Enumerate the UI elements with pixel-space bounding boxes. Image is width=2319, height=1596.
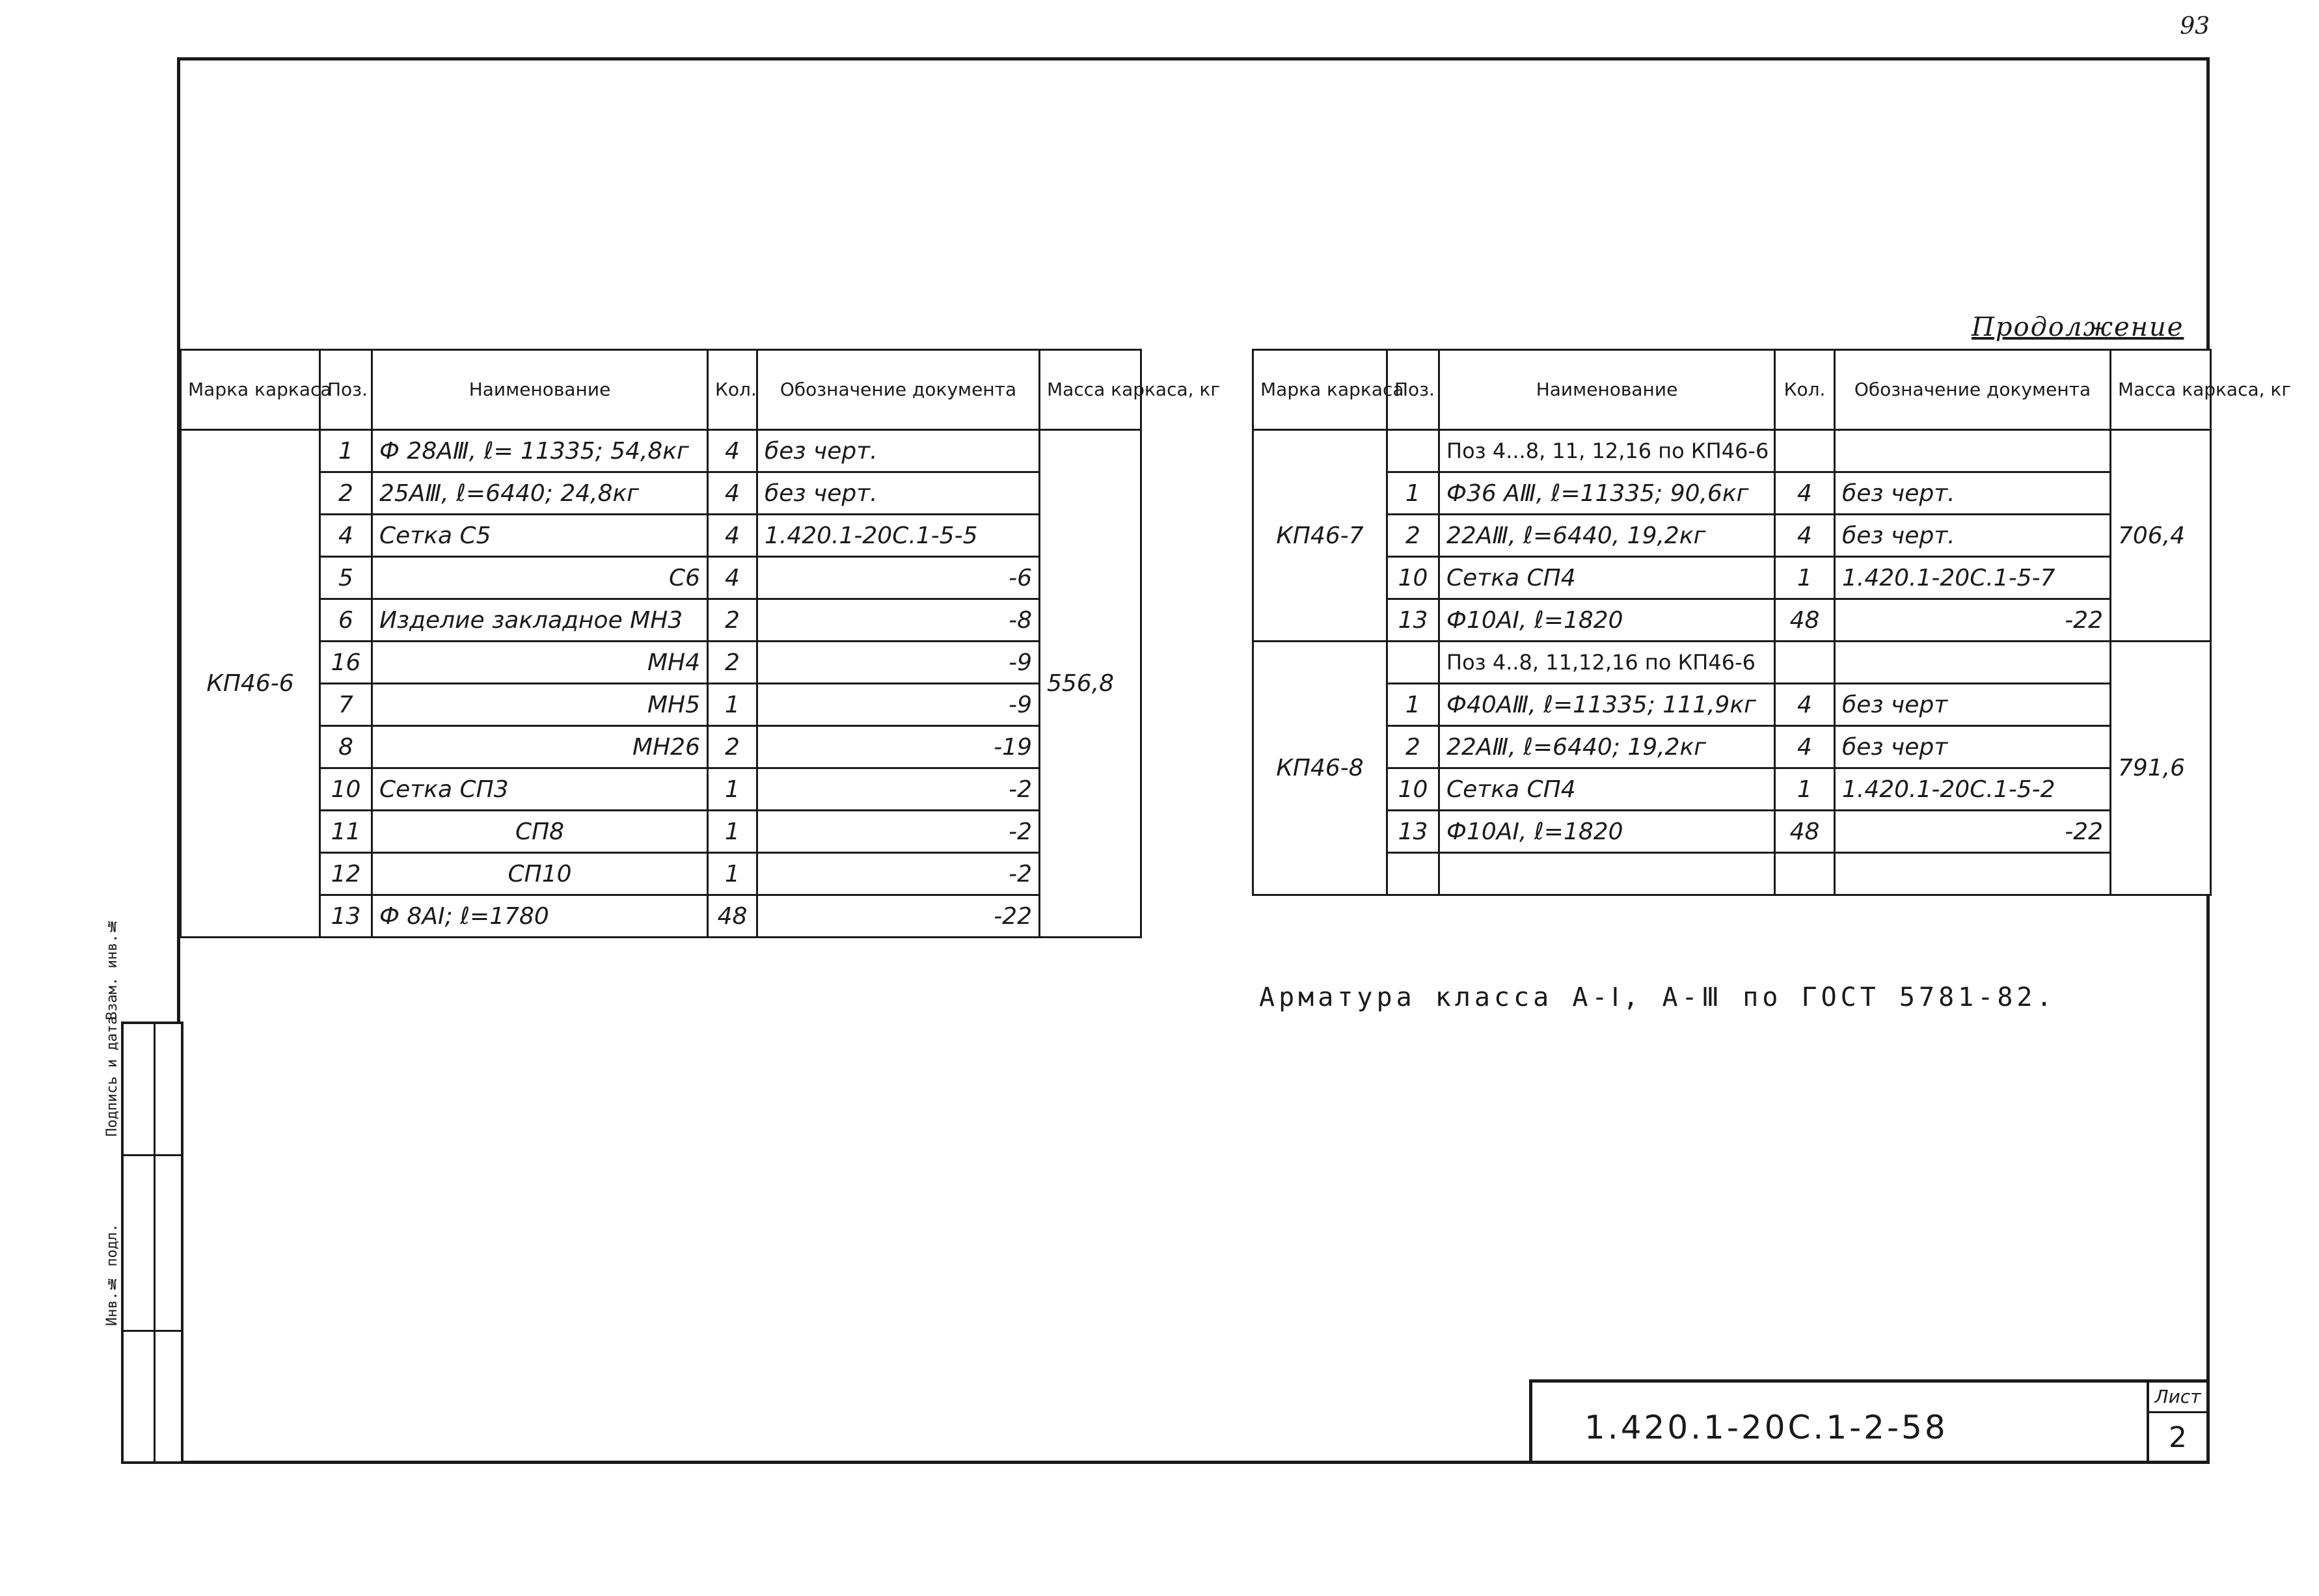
cell-pos: 10 [1387,768,1439,811]
cell-name: МН26 [372,726,708,768]
table-header-row [181,350,1141,430]
cell-doc [1835,853,2111,895]
cell-name: Сетка СП3 [372,768,708,811]
table-header-row [1253,350,2211,430]
frame-mark: КП46-7 [1253,430,1387,642]
cell-doc: без черт. [757,472,1040,515]
cell-name: СП10 [372,853,708,895]
cell-name: Сетка СП4 [1439,768,1775,811]
header-qty: Кол. [1775,350,1835,430]
cell-name: МН5 [372,684,708,726]
cell-name: Ф40АⅢ, ℓ=11335; 111,9кг [1439,684,1775,726]
cell-qty: 1 [708,853,757,895]
header-pos: Поз. [320,350,372,430]
spec-table-left [180,349,1221,938]
table-row [181,684,1141,726]
cell-pos: 1 [320,430,372,472]
inv-no-label: Инв.№ подл. [104,1223,120,1326]
cell-doc: без черт. [1835,472,2111,515]
cell-pos: 12 [320,853,372,895]
header-qty: Кол. [708,350,757,430]
cell-pos: 4 [320,515,372,557]
cell-doc: -22 [1835,811,2111,853]
cell-pos: 11 [320,811,372,853]
cell-qty: 1 [1775,557,1835,599]
cell-doc: -9 [757,642,1040,684]
cell-pos [1387,853,1439,895]
table-row [181,853,1141,895]
sheet-label: Лист [2149,1383,2206,1413]
cell-doc: 1.420.1-20С.1-5-5 [757,515,1040,557]
table-row [1253,430,2211,472]
cell-name: 22АⅢ, ℓ=6440; 19,2кг [1439,726,1775,768]
cell-name: Сетка С5 [372,515,708,557]
cell-name: МН4 [372,642,708,684]
cell-doc: -9 [757,684,1040,726]
cell-qty: 4 [1775,726,1835,768]
cell-pos: 13 [1387,811,1439,853]
cell-pos [1387,430,1439,472]
table-row [1253,515,2211,557]
table-row [181,726,1141,768]
table-row [1253,472,2211,515]
cell-pos: 10 [1387,557,1439,599]
table-row [1253,684,2211,726]
cell-name: 22АⅢ, ℓ=6440, 19,2кг [1439,515,1775,557]
cell-qty: 2 [708,599,757,642]
cell-doc: -2 [757,811,1040,853]
cell-pos [1387,642,1439,684]
cell-name: Ф 8АⅠ; ℓ=1780 [372,895,708,938]
cell-qty: 4 [1775,515,1835,557]
header-mass: Масса каркаса, кг [1040,350,1141,430]
sign-date-label: Подпись и дата [104,1016,120,1137]
table-row [181,599,1141,642]
cell-name: Ф10АⅠ, ℓ=1820 [1439,811,1775,853]
side-stamp-strip [104,917,183,1464]
header-mass: Масса каркаса, кг [2111,350,2211,430]
cell-qty: 2 [708,726,757,768]
cell-doc: -8 [757,599,1040,642]
cell-doc: -6 [757,557,1040,599]
header-mark: Марка каркаса [181,350,320,430]
cell-name: Ф10АⅠ, ℓ=1820 [1439,599,1775,642]
cell-doc: -2 [757,768,1040,811]
cell-pos: 13 [1387,599,1439,642]
cell-pos: 2 [1387,726,1439,768]
table-row [1253,811,2211,853]
cell-doc: -2 [757,853,1040,895]
header-name: Наименование [1439,350,1775,430]
table-row [181,557,1141,599]
cell-pos: 5 [320,557,372,599]
cell-qty: 48 [1775,599,1835,642]
table-row [181,895,1141,938]
cell-qty: 4 [708,515,757,557]
table-row [181,515,1141,557]
cell-pos: 1 [1387,472,1439,515]
table-row [181,768,1141,811]
table-row [181,472,1141,515]
frame-mass: 706,4 [2111,430,2211,642]
cell-doc: -22 [1835,599,2111,642]
cell-name: Ф 28АⅢ, ℓ= 11335; 54,8кг [372,430,708,472]
replace-inv-label: Взам. инв.№ [104,917,120,1020]
document-code: 1.420.1-20С.1-2-58 [1584,1409,1948,1446]
table-row [1253,853,2211,895]
cell-qty: 1 [1775,768,1835,811]
cell-name: Поз 4...8, 11, 12,16 по КП46-6 [1439,430,1775,472]
cell-name: Поз 4..8, 11,12,16 по КП46-6 [1439,642,1775,684]
cell-name: 25АⅢ, ℓ=6440; 24,8кг [372,472,708,515]
cell-qty: 4 [1775,472,1835,515]
cell-qty: 4 [1775,684,1835,726]
header-name: Наименование [372,350,708,430]
cell-qty: 48 [1775,811,1835,853]
sheet-number: 2 [2169,1421,2187,1454]
cell-doc: 1.420.1-20С.1-5-7 [1835,557,2111,599]
continuation-label: Продолжение [1972,312,2184,342]
cell-qty [1775,642,1835,684]
table-row [181,811,1141,853]
reinforcement-note: Арматура класса А-Ⅰ, А-Ⅲ по ГОСТ 5781-82. [1259,982,2056,1012]
cell-pos: 16 [320,642,372,684]
title-block [1529,1379,2210,1464]
cell-doc: -22 [757,895,1040,938]
cell-pos: 13 [320,895,372,938]
cell-doc: без черт. [1835,515,2111,557]
table-row [181,430,1141,472]
cell-doc: без черт [1835,684,2111,726]
cell-name [1439,853,1775,895]
frame-mass: 791,6 [2111,642,2211,895]
cell-qty: 1 [708,684,757,726]
table-row [1253,642,2211,684]
cell-doc: 1.420.1-20С.1-5-2 [1835,768,2111,811]
cell-qty [1775,853,1835,895]
cell-name: Ф36 АⅢ, ℓ=11335; 90,6кг [1439,472,1775,515]
frame-mark: КП46-6 [181,430,320,938]
header-pos: Поз. [1387,350,1439,430]
page-number: 93 [2180,13,2210,40]
cell-doc: -19 [757,726,1040,768]
cell-qty: 4 [708,472,757,515]
cell-qty: 1 [708,768,757,811]
frame-mark: КП46-8 [1253,642,1387,895]
cell-pos: 2 [1387,515,1439,557]
cell-qty: 4 [708,557,757,599]
cell-doc [1835,642,2111,684]
cell-qty: 48 [708,895,757,938]
table-row [1253,726,2211,768]
table-row [1253,768,2211,811]
header-mark: Марка каркаса [1253,350,1387,430]
cell-name: Изделие закладное МН3 [372,599,708,642]
cell-qty: 1 [708,811,757,853]
cell-qty [1775,430,1835,472]
cell-pos: 1 [1387,684,1439,726]
cell-name: С6 [372,557,708,599]
cell-doc: без черт [1835,726,2111,768]
cell-pos: 6 [320,599,372,642]
sheet-cell [2147,1383,2206,1461]
cell-doc [1835,430,2111,472]
cell-qty: 2 [708,642,757,684]
header-doc: Обозначение документа [757,350,1040,430]
table-row [181,642,1141,684]
cell-qty: 4 [708,430,757,472]
cell-name: Сетка СП4 [1439,557,1775,599]
cell-pos: 8 [320,726,372,768]
cell-pos: 7 [320,684,372,726]
table-row [1253,599,2211,642]
table-row [1253,557,2211,599]
cell-doc: без черт. [757,430,1040,472]
frame-mass: 556,8 [1040,430,1141,938]
cell-pos: 2 [320,472,372,515]
header-doc: Обозначение документа [1835,350,2111,430]
spec-table-right [1252,349,2292,896]
cell-pos: 10 [320,768,372,811]
cell-name: СП8 [372,811,708,853]
